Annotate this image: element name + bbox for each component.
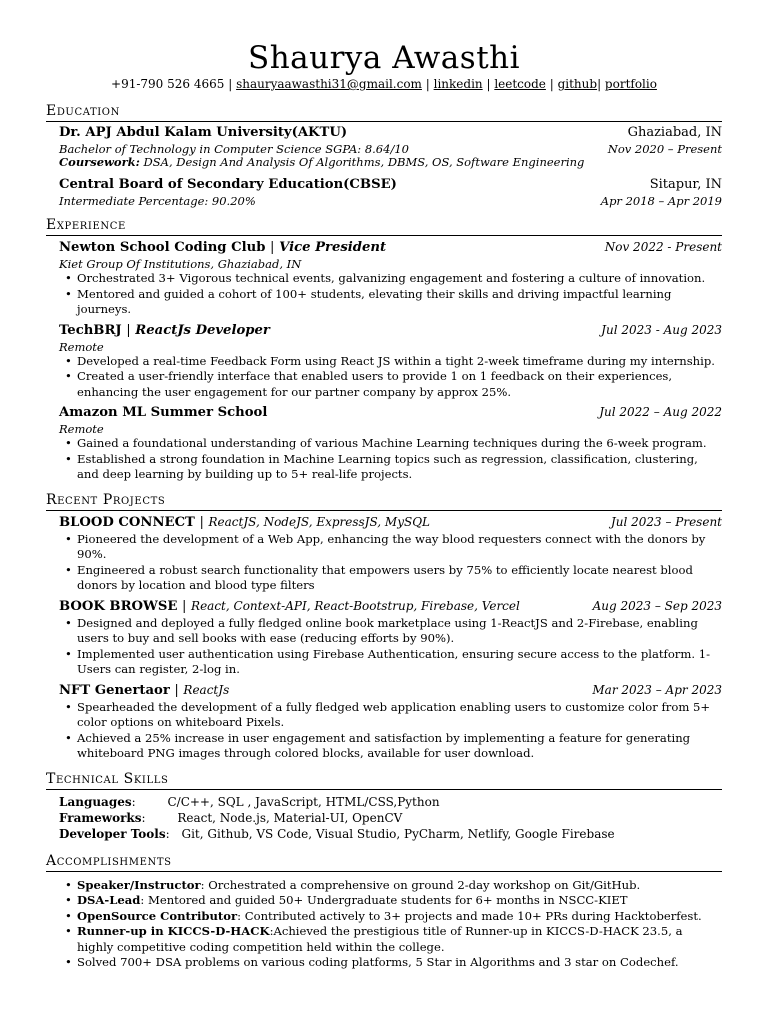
portfolio-link[interactable]: portfolio: [604, 77, 657, 91]
education-heading: Education: [46, 102, 722, 122]
project-name: NFT Genertaor: [59, 682, 170, 698]
skills-list: [46, 794, 722, 842]
project-dates: Aug 2023 – Sep 2023: [592, 598, 722, 613]
project-tech: React, Context-API, React-Bootstrup, Firebase, Vercel: [191, 598, 520, 613]
phone-number: +91-790 526 4665: [111, 77, 225, 91]
school-name: Dr. APJ Abdul Kalam University(AKTU): [59, 125, 348, 140]
org-name: Amazon ML Summer School: [59, 405, 268, 420]
bullet-item: • Orchestrated 3+ Vigorous technical events, galvanizing engagement and fostering a culture of innovation.: [77, 271, 722, 287]
skill-value: C/C++, SQL , JavaScript, HTML/CSS,Python: [167, 794, 440, 809]
accomplishment-label: Speaker/Instructor: [77, 877, 201, 892]
school-name: Central Board of Secondary Education(CBSE): [59, 177, 397, 192]
bullet-item: • Achieved a 25% increase in user engagement and satisfaction by implementing a feature for generating whiteboard PNG images through colored blocks, available for user download.: [77, 731, 722, 762]
leetcode-link[interactable]: leetcode: [494, 77, 546, 91]
bullet-item: • Implemented user authentication using Firebase Authentication, ensuring secure access to the platform. 1-Users can register, 2-log in.: [77, 647, 722, 678]
bullet-item: • Designed and deployed a fully fledged online book marketplace using 1-ReactJS and 2-Firebase, enabling users to buy and sell books with ease (reducing efforts by 90%).: [77, 616, 722, 647]
accomplishment-text: : Orchestrated a comprehensive on ground 2-day workshop on Git/GitHub.: [200, 877, 641, 892]
bullet-item: • Developed a real-time Feedback Form using React JS within a tight 2-week timeframe during my internship.: [77, 354, 722, 370]
experience-entry: TechBRJ | ReactJs Developer Jul 2023 - Aug 2023 Remote • Developed a real-time Feedback Form using React JS within a tight 2-week timeframe during my internship. • Created a user-friendly interface that enabled users to provide 1 on 1 feedback on their experiences, enhancing the user engagement for our partner company by approx 25%.: [46, 321, 722, 401]
candidate-name: Shaurya Awasthi: [247, 40, 521, 76]
org-location: Remote: [59, 339, 104, 354]
degree: Intermediate Percentage: 90.20%: [59, 194, 256, 208]
project-name: BOOK BROWSE: [59, 598, 178, 614]
accomplishment-text: : Mentored and guided 50+ Undergraduate students for 6+ months in NSCC-KIET: [140, 893, 628, 907]
project-dates: Mar 2023 – Apr 2023: [592, 682, 722, 697]
accomplishment-item: [77, 909, 722, 925]
school-location: Sitapur, IN: [649, 177, 722, 192]
coursework-list: DSA, Design And Analysis Of Algorithms, DBMS, OS, Software Engineering: [143, 155, 585, 169]
org-name: Newton School Coding Club: [59, 240, 266, 255]
bullet-item: • Established a strong foundation in Machine Learning topics such as regression, classification, clustering, and deep learning by building up to 5+ real-life projects.: [77, 452, 722, 483]
org-name: TechBRJ: [59, 322, 122, 338]
skill-row: Developer Tools: Git, Github, VS Code, Visual Studio, PyCharm, Netlify, Google Firebase: [59, 826, 615, 841]
email-link[interactable]: shauryaawasthi31@gmail.com: [236, 77, 422, 91]
accomplishments-list: [46, 878, 722, 971]
bullet-item: • Mentored and guided a cohort of 100+ students, elevating their skills and driving impactful learning journeys.: [77, 287, 722, 318]
accomplishment-label: OpenSource Contributor: [77, 908, 238, 923]
accomplishment-text: Solved 700+ DSA problems on various coding platforms, 5 Star in Algorithms and 3 star on Codechef.: [77, 955, 679, 969]
education-dates: Nov 2020 – Present: [607, 142, 722, 156]
skill-value: Git, Github, VS Code, Visual Studio, PyCharm, Netlify, Google Firebase: [181, 826, 615, 841]
accomplishment-item: [77, 878, 722, 894]
org-location: Remote: [59, 422, 104, 436]
experience-dates: Nov 2022 - Present: [604, 240, 722, 254]
experience-entry: [46, 403, 722, 483]
projects-heading: Recent Projects: [46, 491, 722, 511]
bullet-item: • Engineered a robust search functionality that empowers users by 75% to efficiently locate nearest blood donors by location and blood type filters: [77, 563, 722, 594]
github-link[interactable]: github: [557, 77, 598, 91]
skill-label: Languages: [59, 794, 132, 809]
bullet-item: • Pioneered the development of a Web App, enhancing the way blood requesters connect with the donors by 90%.: [77, 532, 722, 563]
accomplishment-item: [77, 924, 722, 955]
education-dates: Apr 2018 – Apr 2019: [600, 194, 722, 208]
accomplishment-item: [77, 955, 722, 971]
org-location: Kiet Group Of Institutions, Ghaziabad, IN: [59, 257, 302, 271]
accomplishment-text: : Contributed actively to 3+ projects and made 10+ PRs during Hacktoberfest.: [237, 908, 702, 923]
project-tech: ReactJS, NodeJS, ExpressJS, MySQL: [208, 514, 431, 529]
skill-row: Languages: C/C++, SQL , JavaScript, HTML/CSS,Python: [59, 794, 440, 809]
accomplishment-text: :Achieved the prestigious title of Runner-up in KICCS-D-HACK 23.5, a highly competitive coding competition held within the college.: [77, 924, 683, 954]
skills-heading: Technical Skills: [46, 770, 722, 790]
accomplishment-item: [77, 893, 722, 909]
project-entry: NFT Genertaor | ReactJs Mar 2023 – Apr 2023 • Spearheaded the development of a fully fledged web application enabling users to customize color from 5+ color options on whiteboard Pixels. • Achieved a 25% increase in user engagement and satisfaction by implementing a feature for generating whiteboard PNG images through colored blocks, available for user download.: [46, 681, 722, 762]
skill-label: Developer Tools: [59, 826, 166, 841]
role-title: Vice President: [279, 240, 387, 255]
accomplishments-heading: Accomplishments: [46, 852, 722, 872]
project-entry: BLOOD CONNECT | ReactJS, NodeJS, ExpressJS, MySQL Jul 2023 – Present • Pioneered the development of a Web App, enhancing the way blood requesters connect with the donors by 90%. • Engineered a robust search functionality that empowers users by 75% to efficiently locate nearest blood donors by location and blood type filters: [46, 513, 722, 594]
skill-row: Frameworks: React, Node.js, Material-UI, OpenCV: [59, 810, 403, 825]
role-title: ReactJs Developer: [135, 322, 270, 338]
resume-page: [46, 40, 722, 971]
skill-label: Frameworks: [59, 810, 142, 825]
accomplishment-label: Runner-up in KICCS-D-HACK: [77, 924, 270, 938]
coursework: [59, 156, 722, 168]
experience-dates: Jul 2022 – Aug 2022: [599, 405, 722, 419]
education-entry: [46, 176, 722, 208]
skill-value: React, Node.js, Material-UI, OpenCV: [177, 810, 403, 825]
linkedin-link[interactable]: linkedin: [433, 77, 483, 91]
degree: Bachelor of Technology in Computer Science SGPA: 8.64/10: [59, 142, 409, 156]
experience-entry: Newton School Coding Club | Vice President Nov 2022 - Present Kiet Group Of Institutions, Ghaziabad, IN • Orchestrated 3+ Vigorous technical events, galvanizing engagement and fostering a culture of innovation. • Mentored and guided a cohort of 100+ students, elevating their skills and driving impactful learning journeys.: [46, 238, 722, 318]
project-entry: BOOK BROWSE | React, Context-API, React-Bootstrup, Firebase, Vercel Aug 2023 – Sep 2023 • Designed and deployed a fully fledged online book marketplace using 1-ReactJS and 2-Firebase, enabling users to buy and sell books with ease (reducing efforts by 90%). • Implemented user authentication using Firebase Authentication, ensuring secure access to the platform. 1-Users can register, 2-log in.: [46, 597, 722, 678]
contact-line: +91-790 526 4665 | shauryaawasthi31@gmail.com | linkedin | leetcode | github| portfolio: [111, 77, 657, 91]
project-name: BLOOD CONNECT: [59, 514, 195, 530]
project-tech: ReactJs: [183, 682, 230, 697]
experience-heading: Experience: [46, 216, 722, 236]
project-dates: Jul 2023 – Present: [610, 514, 722, 529]
bullet-item: • Gained a foundational understanding of various Machine Learning techniques during the 6-week program.: [77, 436, 722, 452]
education-entry: [46, 124, 722, 168]
school-location: Ghaziabad, IN: [627, 125, 722, 140]
bullet-item: • Spearheaded the development of a fully fledged web application enabling users to customize color from 5+ color options on whiteboard Pixels.: [77, 700, 722, 731]
bullet-item: • Created a user-friendly interface that enabled users to provide 1 on 1 feedback on their experiences, enhancing the user engagement for our partner company by approx 25%.: [77, 369, 722, 400]
experience-dates: Jul 2023 - Aug 2023: [601, 322, 722, 337]
coursework-label: Coursework:: [59, 155, 140, 169]
accomplishment-label: DSA-Lead: [77, 893, 141, 907]
